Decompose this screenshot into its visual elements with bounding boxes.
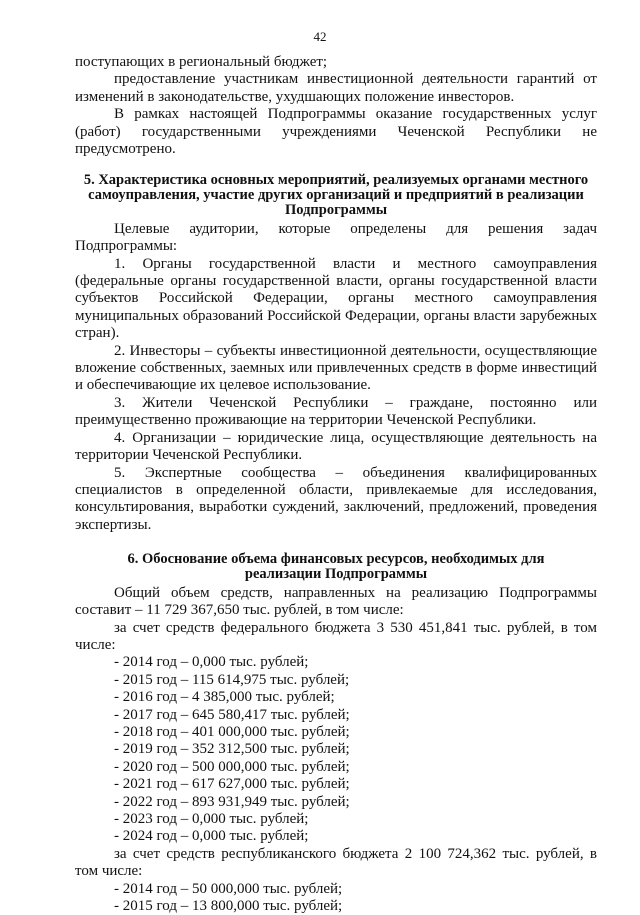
list-item: - 2018 год – 401 000,000 тыс. рублей; xyxy=(114,723,350,740)
paragraph: В рамках настоящей Подпрограммы оказание государственных услуг (работ) государственными учреждениями Чеченской Республики не предусмотрено. xyxy=(75,106,597,158)
list-item: - 2022 год – 893 931,949 тыс. рублей; xyxy=(114,793,350,810)
list-item: 2. Инвесторы – субъекты инвестиционной деятельности, осуществляющие вложение собственных, заемных или привлеченных средств в форме инвестиций и обеспечивающие их целевое использование. xyxy=(75,342,597,394)
paragraph: Целевые аудитории, которые определены для решения задач Подпрограммы: xyxy=(75,220,597,255)
paragraph: за счет средств федерального бюджета 3 530 451,841 тыс. рублей, в том числе: xyxy=(75,619,597,653)
heading-line: реализации Подпрограммы xyxy=(244,565,428,582)
list-item: 5. Экспертные сообщества – объединения квалифицированных специалистов в определенной области, привлекаемые для исследования, консультирования, выработки суждений, заключений, предложений, проведения экспертизы. xyxy=(75,464,597,533)
list-item: - 2014 год – 50 000,000 тыс. рублей; xyxy=(114,880,343,897)
list-item: 3. Жители Чеченской Республики – граждане, постоянно или преимущественно проживающие на территории Чеченской Республики. xyxy=(75,394,597,429)
list-item: - 2023 год – 0,000 тыс. рублей; xyxy=(114,811,309,828)
republic-year-list xyxy=(75,881,597,915)
heading-line: 5. Характеристика основных мероприятий, реализуемых органами местного xyxy=(83,172,589,189)
paragraph: за счет средств республиканского бюджета 2 100 724,362 тыс. рублей, в том числе: xyxy=(75,845,597,880)
paragraph: предоставление участникам инвестиционной деятельности гарантий от изменений в законодательстве, ухудшающих положение инвесторов. xyxy=(75,71,597,105)
list-item: - 2015 год – 13 800,000 тыс. рублей; xyxy=(114,898,343,915)
list-item: 1. Органы государственной власти и местного самоуправления (федеральные органы государственной власти, органы государственной власти субъектов Российской Федерации, органы местного самоуправления муниципальных образований Российской Федерации, органы власти зарубежных стран). xyxy=(75,255,597,342)
list-item: - 2019 год – 352 312,500 тыс. рублей; xyxy=(114,741,350,758)
list-item: - 2024 год – 0,000 тыс. рублей; xyxy=(114,828,309,845)
list-item: - 2017 год – 645 580,417 тыс. рублей; xyxy=(114,706,350,723)
heading-line: 6. Обоснование объема финансовых ресурсов, необходимых для xyxy=(127,551,545,568)
list-item: - 2016 год – 4 385,000 тыс. рублей; xyxy=(114,689,335,706)
list-item: - 2014 год – 0,000 тыс. рублей; xyxy=(114,654,309,671)
list-item: - 2015 год – 115 614,975 тыс. рублей; xyxy=(114,671,350,688)
heading-line: Подпрограммы xyxy=(284,202,388,219)
section-5-heading xyxy=(75,173,597,217)
page-number: 42 xyxy=(313,29,327,44)
list-item: - 2021 год – 617 627,000 тыс. рублей; xyxy=(114,776,350,793)
heading-line: самоуправления, участие других организаций и предприятий в реализации xyxy=(88,187,584,204)
list-item: - 2020 год – 500 000,000 тыс. рублей; xyxy=(114,758,350,775)
section-6-heading xyxy=(75,552,597,582)
list-item: 4. Организации – юридические лица, осуществляющие деятельность на территории Чеченской Республики. xyxy=(75,429,597,464)
federal-year-list xyxy=(75,654,597,845)
paragraph: поступающих в региональный бюджет; xyxy=(75,54,328,70)
document-body xyxy=(75,54,597,915)
paragraph: Общий объем средств, направленных на реализацию Подпрограммы составит – 11 729 367,650 тыс. рублей, в том числе: xyxy=(75,584,597,619)
